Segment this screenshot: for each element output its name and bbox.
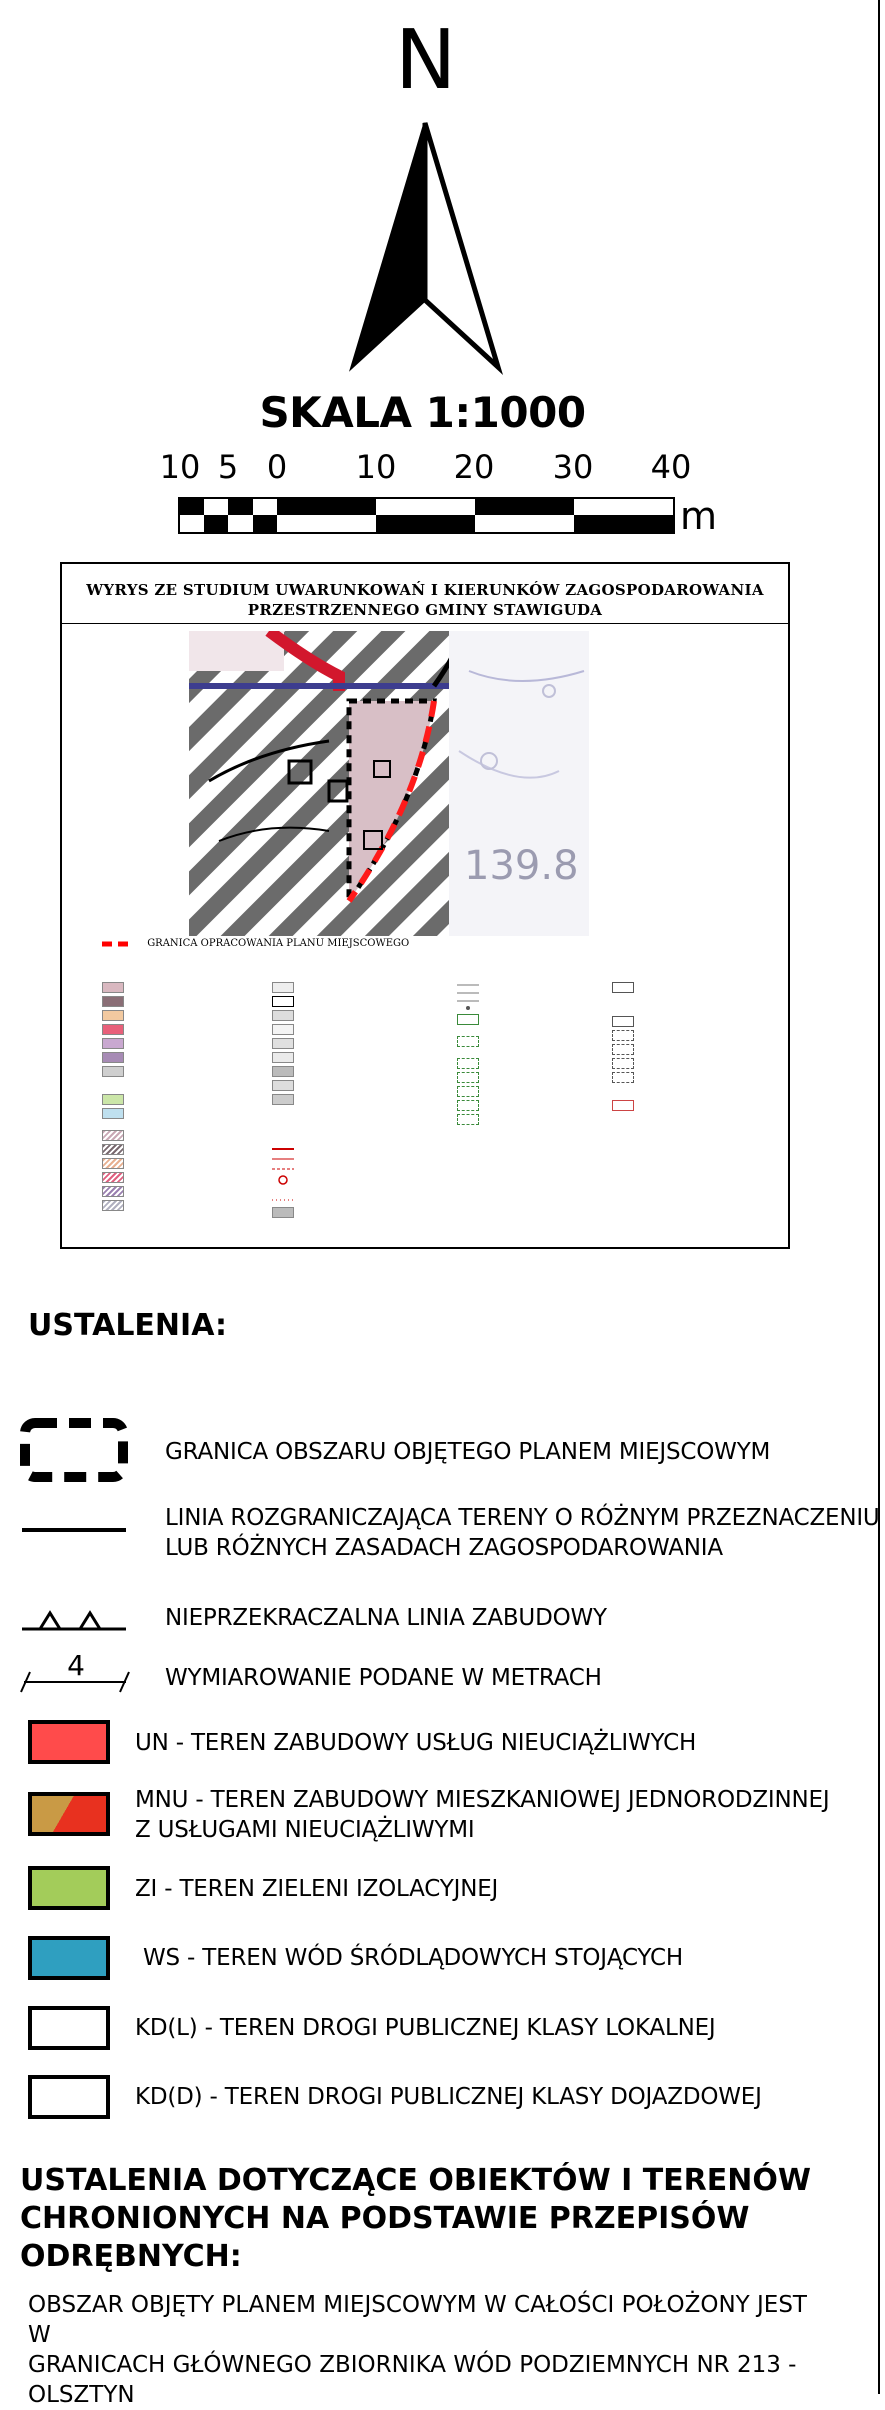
dimension-icon [20, 1648, 132, 1696]
scale-tick-label: 5 [217, 448, 239, 486]
scale-tick-label: 40 [650, 448, 692, 486]
un-zone-swatch [28, 1720, 110, 1764]
extract-map-drawing [189, 631, 589, 936]
kdd-zone-swatch [28, 2075, 110, 2119]
protected-heading: USTALENIA DOTYCZĄCE OBIEKTÓW I TERENÓW CHRONIONYCH NA PODSTAWIE PRZEPISÓW ODRĘBNYCH: [20, 2163, 811, 2274]
scale-title: SKALA 1:1000 [259, 388, 586, 437]
legend-item-building-line: NIEPRZEKRACZALNA LINIA ZABUDOWY [165, 1605, 607, 1631]
legend-zone-kdl: KD(L) - TEREN DROGI PUBLICZNEJ KLASY LOKALNEJ [135, 2015, 716, 2041]
legend-zone-zi: ZI - TEREN ZIELENI IZOLACYJNEJ [135, 1876, 499, 1902]
north-letter: N [395, 13, 457, 108]
legend-zone-un: UN - TEREN ZABUDOWY USŁUG NIEUCIĄŻLIWYCH [135, 1730, 697, 1756]
scale-tick-label: 0 [266, 448, 288, 486]
study-legend-line-symbols [272, 1146, 294, 1206]
ws-zone-swatch [28, 1936, 110, 1980]
red-dashed-line-icon [102, 940, 134, 948]
scale-bar [178, 497, 675, 534]
solid-line-icon [22, 1526, 126, 1534]
legend-item-dimension: WYMIAROWANIE PODANE W METRACH [165, 1665, 602, 1691]
dashed-boundary-icon [20, 1418, 128, 1482]
legend-zone-mnu: MNU - TEREN ZABUDOWY MIESZKANIOWEJ JEDNORODZINNEJ Z USŁUGAMI NIEUCIĄŻLIWYMI [135, 1787, 830, 1843]
scale-tick-label: 20 [453, 448, 495, 486]
extract-map [189, 631, 589, 936]
elevation-label: 139.8 [464, 843, 579, 889]
ustalenia-heading: USTALENIA: [28, 1308, 227, 1343]
extract-title-line: PRZESTRZENNEGO GMINY STAWIGUDA [247, 601, 603, 619]
legend-zone-ws: WS - TEREN WÓD ŚRÓDLĄDOWYCH STOJĄCYCH [143, 1945, 683, 1971]
extract-boundary-legend [102, 938, 409, 949]
building-line-icon [22, 1605, 126, 1635]
kdl-zone-swatch [28, 2006, 110, 2050]
extract-title [62, 564, 788, 624]
extract-title-line: WYRYS ZE STUDIUM UWARUNKOWAŃ I KIERUNKÓW ZAGOSPODAROWANIA [86, 581, 764, 599]
legend-item-division-line: LINIA ROZGRANICZAJĄCA TERENY O RÓŻNYM PRZEZNACZENIU LUB RÓŻNYCH ZASADACH ZAGOSPODAROWANIA [165, 1505, 880, 1561]
scale-tick-label: 10 [159, 448, 201, 486]
protected-text: OBSZAR OBJĘTY PLANEM MIEJSCOWYM W CAŁOŚCI POŁOŻONY JEST W GRANICACH GŁÓWNEGO ZBIORNIKA WÓD PODZIEMNYCH NR 213 - OLSZTYN [28, 2292, 807, 2408]
study-legend-line-symbols [457, 982, 479, 1012]
extract-boundary-label: GRANICA OPRACOWANIA PLANU MIEJSCOWEGO [147, 938, 410, 949]
dimension-value: 4 [67, 1649, 85, 1682]
scale-unit: m [680, 494, 718, 538]
study-extract-panel [60, 562, 790, 1249]
scale-tick-label: 30 [552, 448, 594, 486]
mnu-zone-swatch [28, 1792, 110, 1836]
page-edge-rule [878, 0, 880, 2394]
zi-zone-swatch [28, 1866, 110, 1910]
legend-zone-kdd: KD(D) - TEREN DROGI PUBLICZNEJ KLASY DOJAZDOWEJ [135, 2084, 762, 2110]
north-arrow-icon [340, 115, 510, 375]
scale-tick-label: 10 [355, 448, 397, 486]
legend-item-boundary: GRANICA OBSZARU OBJĘTEGO PLANEM MIEJSCOWYM [165, 1439, 771, 1465]
